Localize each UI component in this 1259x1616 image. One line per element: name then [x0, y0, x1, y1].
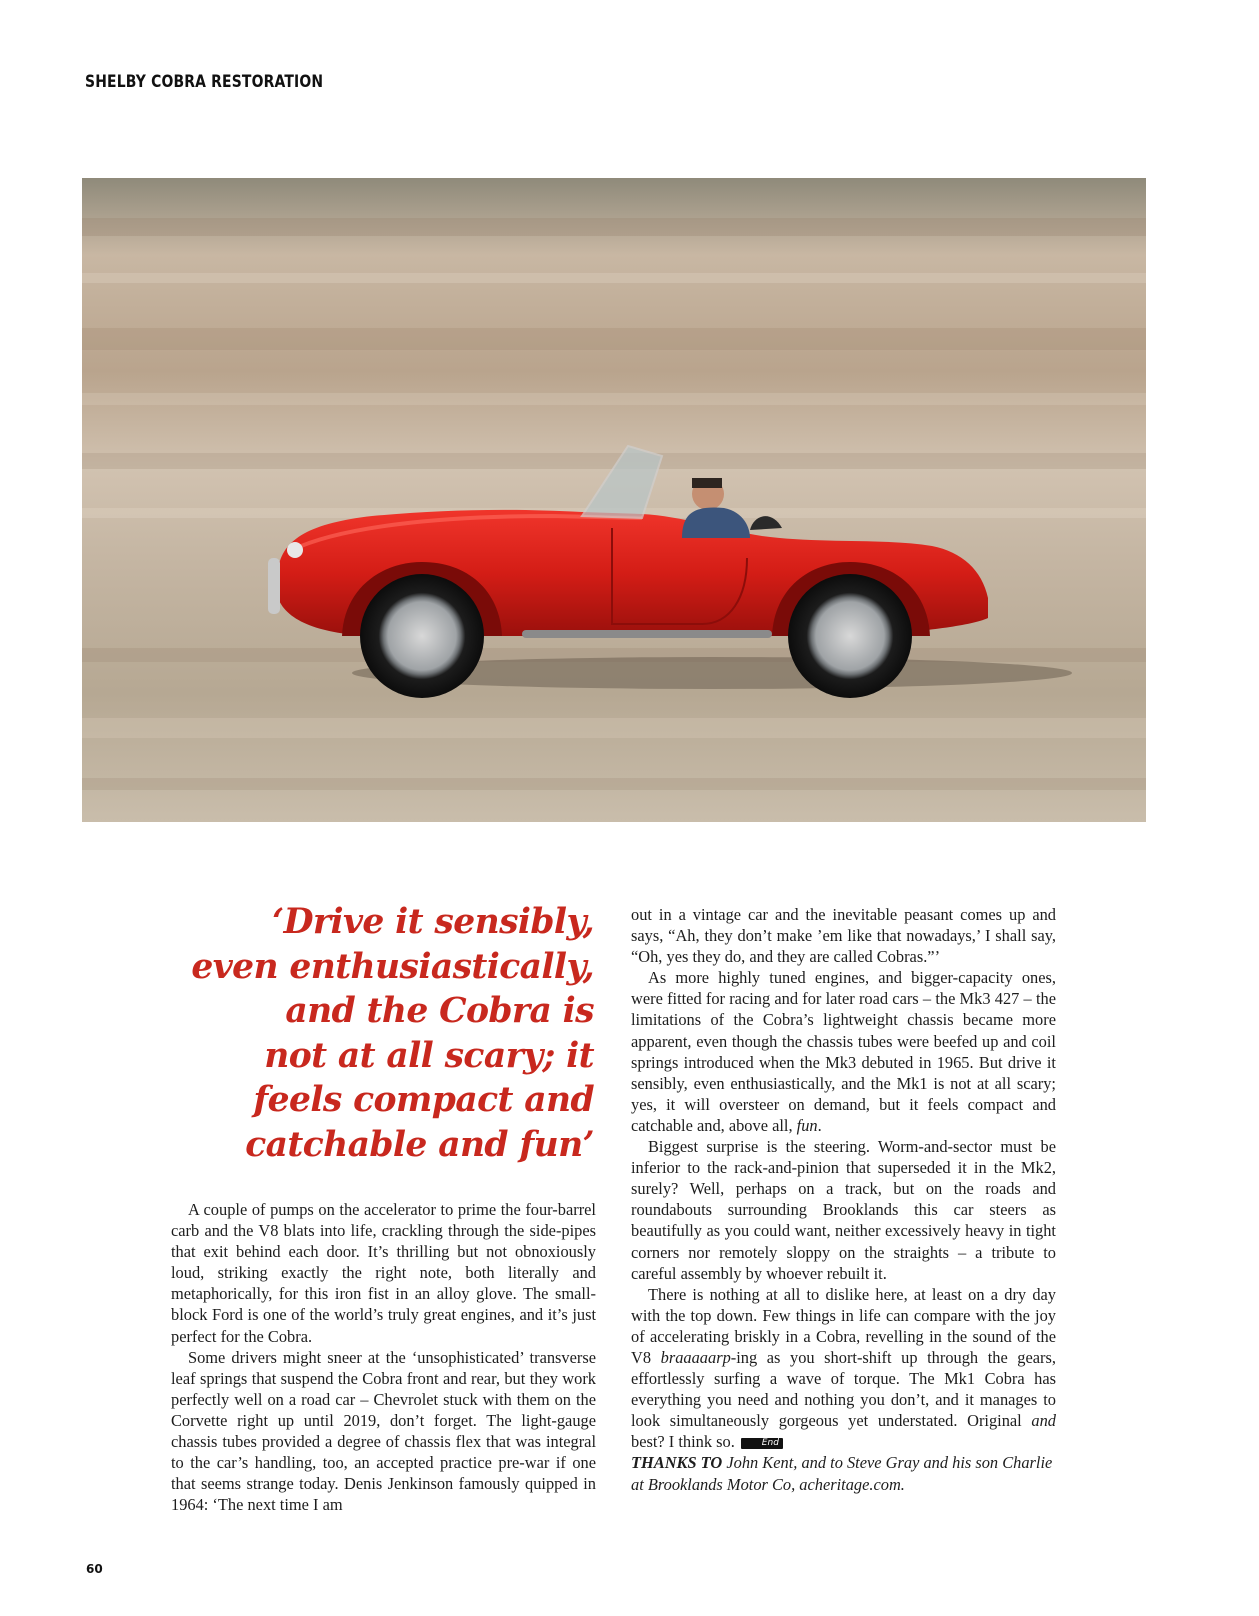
paragraph-text: As more highly tuned engines, and bigger-capacity ones, were fitted for racing and for later road cars – the Mk3 427 – the limitations of the Cobra’s lightweight chassis became more apparent, even though the chassis tubes were beefed up and coil springs introduced when the Mk3 debuted in 1965. But drive it sensibly, even enthusiastically, and the Mk1 is not at all scary; yes, it will oversteer on demand, but it feels compact and catchable and, above all, — [631, 968, 1056, 1135]
article-paragraph — [631, 1284, 1056, 1453]
red-cobra-car-photo — [82, 178, 1146, 822]
paragraph-text: There is nothing at all to dislike here, at least on a dry day with the top down. Few things in life can compare with the joy of accelerating briskly in a Cobra, revelling in the sound of the V8 — [631, 1284, 1056, 1367]
article-paragraph: out in a vintage car and the inevitable peasant comes up and says, “Ah, they don’t make ’em like that nowadays,’ I shall say, “Oh, yes they do, and they are called Cobras.”’ — [631, 905, 1056, 967]
paragraph-text: best? I think so. — [631, 1432, 735, 1452]
pull-quote-line: feels compact and — [253, 1080, 594, 1120]
pull-quote-line: even enthusiastically, — [191, 946, 594, 987]
article-paragraph: Biggest surprise is the steering. Worm-and-sector must be inferior to the rack-and-pinion that superseded it in the Mk2, surely? Well, perhaps on a track, but on the roads and roundabouts surrounding Brooklands this car steers as beautifully as you could want, neither excessively heavy in tight corners nor remotely sloppy on the straights – a tribute to careful assembly by whoever rebuilt it. — [631, 1137, 1056, 1283]
end-mark-icon: End — [741, 1438, 783, 1449]
article-paragraph — [631, 967, 1056, 1136]
pull-quote-line: ‘Drive it sensibly, — [272, 902, 594, 942]
paragraph-text: . — [817, 1115, 822, 1135]
pull-quote — [170, 900, 594, 1167]
pull-quote-line: catchable and fun’ — [245, 1124, 594, 1165]
emphasis-text: and — [1031, 1411, 1056, 1431]
page-number: 60 — [86, 1562, 103, 1576]
emphasis-text: braaaaarp — [660, 1347, 731, 1367]
emphasis-text: fun — [796, 1115, 818, 1135]
thanks-label: THANKS TO — [631, 1453, 723, 1473]
thanks-credit — [631, 1452, 1056, 1494]
pull-quote-line: and the Cobra is — [285, 991, 594, 1031]
car-photo-illustration — [82, 178, 1146, 822]
thanks-text: John Kent, and to Steve Gray and his son Charlie at Brooklands Motor Co, acheritage.com. — [631, 1453, 1053, 1494]
article-paragraph: A couple of pumps on the accelerator to prime the four-barrel carb and the V8 blats into life, crackling through the side-pipes that exit behind each door. It’s thrilling but not obnoxiously loud, striking exactly the right note, both literally and metaphorically, for this iron fist in an alloy glove. The small-block Ford is one of the world’s truly great engines, and it’s just perfect for the Cobra. — [171, 1200, 596, 1346]
pull-quote-line: not at all scary; it — [264, 1035, 594, 1076]
article-paragraph: Some drivers might sneer at the ‘unsophisticated’ transverse leaf springs that suspend the Cobra front and rear, but they work perfectly well on a road car – Chevrolet stuck with them on the Corvette right up until 2019, don’t forget. The light-gauge chassis tubes provided a degree of chassis flex that was integral to the car’s handling, too, an accepted practice pre-war if one that seems strange today. Denis Jenkinson famously quipped in 1964: ‘The next time I am — [171, 1347, 596, 1515]
article-column-left — [171, 1199, 596, 1515]
article-column-right — [631, 904, 1056, 1495]
section-title: SHELBY COBRA RESTORATION — [85, 72, 324, 92]
paragraph-text: -ing as you short-shift up through the gears, effortlessly surfing a wave of torque. The Mk1 Cobra has everything you need and nothing you don’t, and it manages to look simultaneously gorgeous yet understated. Original — [631, 1347, 1056, 1431]
